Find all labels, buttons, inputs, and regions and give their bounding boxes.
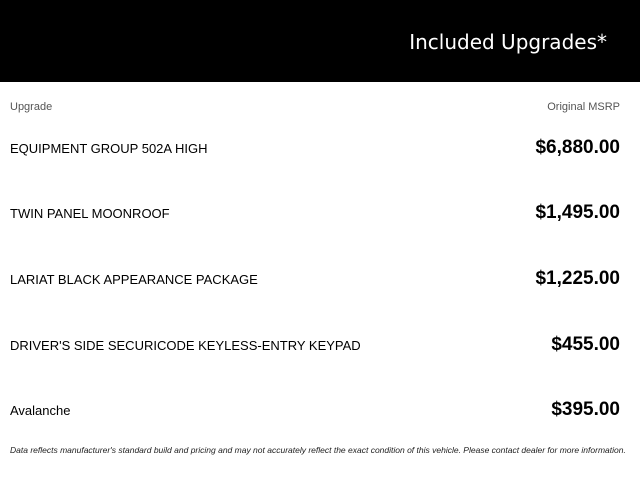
upgrade-name: TWIN PANEL MOONROOF	[10, 206, 170, 221]
upgrade-price: $1,495.00	[535, 202, 620, 223]
upgrade-price: $6,880.00	[535, 137, 620, 158]
upgrade-price: $1,225.00	[535, 268, 620, 289]
table-row	[0, 396, 640, 426]
table-row	[0, 265, 640, 295]
upgrade-name: EQUIPMENT GROUP 502A HIGH	[10, 141, 208, 156]
table-row	[0, 331, 640, 361]
page-title: Included Upgrades*	[409, 30, 607, 54]
upgrade-name: Avalanche	[10, 403, 71, 418]
table-row	[0, 199, 640, 229]
column-header-upgrade: Upgrade	[10, 101, 53, 113]
disclaimer-text: Data reflects manufacturer's standard build and pricing and may not accurately reflect the exact condition of this vehicle. Please contact dealer for more information.	[10, 445, 626, 455]
column-header-original-msrp: Original MSRP	[547, 101, 620, 113]
header-bar	[0, 0, 640, 82]
table-row	[0, 134, 640, 164]
upgrade-name: DRIVER'S SIDE SECURICODE KEYLESS-ENTRY KEYPAD	[10, 338, 361, 353]
upgrade-price: $455.00	[551, 334, 620, 355]
upgrade-name: LARIAT BLACK APPEARANCE PACKAGE	[10, 272, 258, 287]
upgrade-price: $395.00	[551, 399, 620, 420]
